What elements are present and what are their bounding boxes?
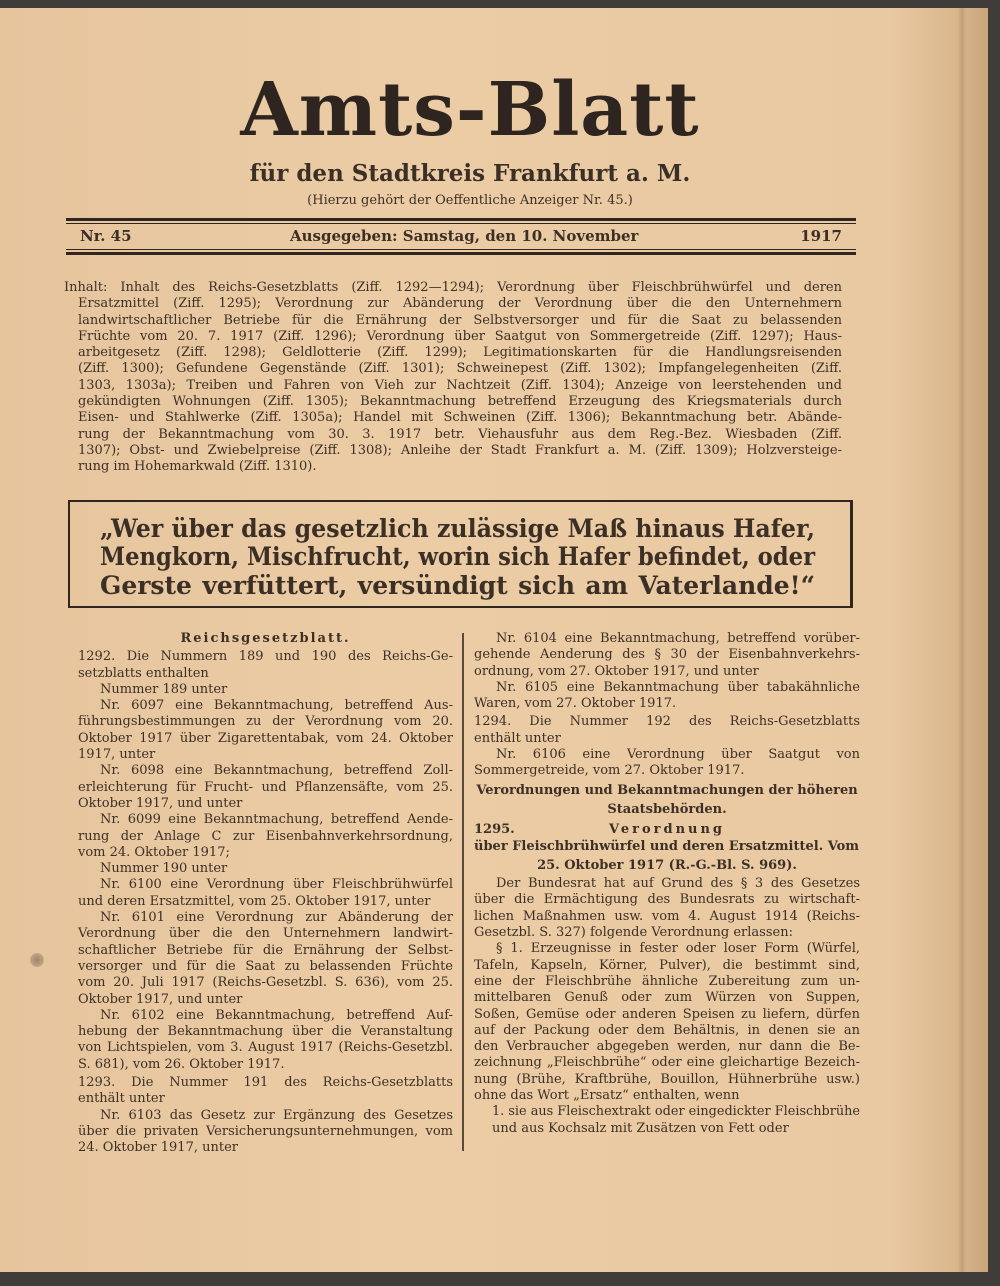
text-line: führungsbestimmungen zu der Verordnung vom 20. [78,714,453,730]
masthead-rule-top-thin [66,223,856,224]
text-line: über Fleischbrühwürfel und deren Ersatzmittel. Vom [474,838,860,854]
text-line: gehende Aenderung des § 30 der Eisenbahnverkehrs- [474,647,860,663]
column-divider [462,633,464,1151]
text-line: Tafeln, Kapseln, Körner, Pulver), die bestimmt sind, [474,957,860,973]
section-title: Verordnung [608,822,726,838]
text-line: hebung der Bekanntmachung über die Veranstaltung [78,1024,453,1040]
contents-line: gekündigten Wohnungen (Ziff. 1305); Bekanntmachung betreffend Erzeugung des Kriegsmaterials durch [78,394,842,410]
text-line: schaftlicher Betriebe für die Ernährung der Selbst- [78,942,453,958]
text-line: Oktober 1917, und unter [78,991,243,1007]
document-page [0,8,988,1272]
section-heading: Reichsgesetzblatt. [180,631,351,646]
text-line: versorger und für die Saat zu belassenden Früchte [78,958,453,974]
section-heading: 25. Oktober 1917 (R.-G.-Bl. S. 969). [537,857,797,873]
supplement-note: (Hierzu gehört der Oeffentliche Anzeiger Nr. 45.) [307,193,633,208]
issue-date: Ausgegeben: Samstag, den 10. November [290,227,639,245]
issue-number: Nr. 45 [80,227,132,245]
contents-line: Früchte vom 20. 7. 1917 (Ziff. 1296); Verordnung über Saatgut von Sommergetreide (Ziff. 1297); Haus- [78,328,842,344]
text-line: Verordnung über die den Unternehmern landwirt- [78,926,453,942]
contents-line: Ersatzmittel (Ziff. 1295); Verordnung zur Abänderung der Verordnung über die den Unternehmern [78,296,842,312]
masthead-rule-top [66,218,856,221]
text-line: Nr. 6105 eine Bekanntmachung über tabakähnliche [496,679,860,695]
contents-line: Inhalt: Inhalt des Reichs-Gesetzblatts (Ziff. 1292—1294); Verordnung über Fleischbrühwürfel und deren [64,280,842,295]
text-line: rung der Anlage C zur Eisenbahnverkehrsordnung, [78,828,453,844]
masthead-rule-bottom [66,252,856,255]
text-line: setzblatts enthalten [78,665,209,681]
page-fold-shadow [958,8,966,1272]
text-line: Nummer 190 unter [100,861,228,877]
text-line: zeichnung „Fleischbrühe“ oder eine gleichartige Bezeich- [474,1055,860,1071]
text-line: Nr. 6098 eine Bekanntmachung, betreffend Zoll- [100,763,453,779]
issue-year: 1917 [800,227,842,245]
section-heading: Verordnungen und Bekanntmachungen der höheren [476,782,858,798]
text-line: S. 681), vom 26. Oktober 1917. [78,1056,285,1072]
text-line: Nr. 6097 eine Bekanntmachung, betreffend Aus- [100,698,453,714]
text-line: von Lichtspielen, vom 3. August 1917 (Reichs-Gesetzbl. [78,1040,453,1056]
text-line: auf der Packung oder dem Behältnis, in denen sie an [474,1022,860,1038]
text-line: 1. sie aus Fleischextrakt oder eingedickter Fleischbrühe [492,1104,860,1120]
text-line: Nr. 6104 eine Bekanntmachung, betreffend vorüber- [496,631,860,646]
text-line: Waren, vom 27. Oktober 1917. [474,696,677,712]
newspaper-title: Amts-Blatt [240,67,700,153]
contents-line: rung der Bekanntmachung vom 30. 3. 1917 betr. Viehausfuhr aus dem Reg.-Bez. Wiesbaden (Ziff. [78,426,842,442]
section-number: 1295. [474,822,515,838]
slogan-line: Gerste verfüttert, versündigt sich am Vaterlande!“ [100,571,815,600]
text-line: vom 20. Juli 1917 (Reichs-Gesetzbl. S. 636), vom 25. [78,975,453,991]
issue-line [80,227,842,247]
contents-line: 1307); Obst- und Zwiebelpreise (Ziff. 1308); Anleihe der Stadt Frankfurt a. M. (Ziff. 1309); Holzversteige- [78,442,842,458]
text-line: und deren Ersatzmittel, vom 25. Oktober 1917, unter [78,893,431,909]
text-line: nung (Brühe, Kraftbrühe, Bouillon, Hühnerbrühe usw.) [474,1071,860,1087]
text-line: vom 24. Oktober 1917; [78,844,230,860]
slogan-box [68,500,853,608]
text-line: Nr. 6106 eine Verordnung über Saatgut von [496,747,860,763]
right-column [474,631,860,1137]
text-line: ohne das Wort „Ersatz“ enthalten, wenn [474,1088,740,1104]
text-line: Nr. 6100 eine Verordnung über Fleischbrühwürfel [100,877,453,893]
slogan-line: „Wer über das gesetzlich zulässige Maß hinaus Hafer, [100,514,816,543]
text-line: Gesetzbl. S. 327) folgende Verordnung erlassen: [474,925,793,941]
contents-line: (Ziff. 1300); Gefundene Gegenstände (Ziff. 1301); Schweinepest (Ziff. 1302); Impfangelegenheiten (Ziff. [78,361,842,377]
text-line: eine der Fleischbrühe ähnliche Zubereitung zum un- [474,973,860,989]
table-of-contents [64,280,842,476]
text-line: lichen Maßnahmen usw. vom 4. August 1914 (Reichs- [474,908,860,924]
newspaper-subtitle: für den Stadtkreis Frankfurt a. M. [249,160,691,187]
paper-stain [30,953,44,967]
text-line: 1292. Die Nummern 189 und 190 des Reichs-Ge- [78,649,453,665]
text-line: mittelbaren Genuß oder zum Würzen von Suppen, [474,990,860,1006]
text-line: ordnung, vom 27. Oktober 1917, und unter [474,663,759,679]
text-line: und aus Kochsalz mit Zusätzen von Fett oder [492,1120,789,1136]
contents-line: rung im Hohemarkwald (Ziff. 1310). [78,459,317,475]
text-line: Nummer 189 unter [100,681,228,697]
contents-line: landwirtschaftlicher Betriebe für die Ernährung der Selbstversorger und für die Saat zu belassenden [78,312,842,328]
text-line: 24. Oktober 1917, unter [78,1140,238,1156]
text-line: über die Ermächtigung des Bundesrats zu wirtschaft- [474,892,860,908]
section-heading [474,822,860,838]
text-line: Oktober 1917 über Zigarettentabak, vom 24. Oktober [78,730,453,746]
text-line: Soßen, Gemüse oder anderen Speisen zu liefern, dürfen [474,1006,860,1022]
text-line: Nr. 6099 eine Bekanntmachung, betreffend Aende- [100,812,453,828]
text-line: Sommergetreide, vom 27. Oktober 1917. [474,763,745,779]
text-line: Oktober 1917, und unter [78,795,243,811]
text-line: enthält unter [474,730,561,746]
text-line: enthält unter [78,1091,165,1107]
masthead-rule-bottom-thin [66,249,856,250]
text-line: Nr. 6101 eine Verordnung zur Abänderung der [100,910,453,926]
section-heading: Staatsbehörden. [607,801,727,817]
text-line: 1294. Die Nummer 192 des Reichs-Gesetzblatts [474,714,860,730]
text-line: erleichterung für Frucht- und Pflanzensäfte, vom 25. [78,779,453,795]
contents-line: arbeitgesetz (Ziff. 1298); Geldlotterie (Ziff. 1299); Legitimationskarten für die Handlungsreisenden [78,345,842,361]
slogan-line: Mengkorn, Mischfrucht, worin sich Hafer befindet, oder [100,542,816,571]
text-line: Nr. 6103 das Gesetz zur Ergänzung des Gesetzes [100,1107,453,1123]
contents-line: Eisen- und Stahlwerke (Ziff. 1305a); Handel mit Schweinen (Ziff. 1306); Bekanntmachung betr. Abände- [78,410,842,426]
text-line: Nr. 6102 eine Bekanntmachung, betreffend Auf- [100,1007,453,1023]
text-line: den Verbraucher abgegeben werden, nur dann die Be- [474,1039,860,1055]
left-column [78,631,453,1157]
text-line: § 1. Erzeugnisse in fester oder loser Form (Würfel, [496,941,860,957]
text-line: 1293. Die Nummer 191 des Reichs-Gesetzblatts [78,1075,453,1091]
text-line: über die privaten Versicherungsunternehmungen, vom [78,1123,453,1139]
text-line: 1917, unter [78,747,156,763]
contents-line: 1303, 1303a); Treiben und Fahren von Vieh zur Nachtzeit (Ziff. 1304); Anzeige von leerstehenden und [78,377,842,393]
text-line: Der Bundesrat hat auf Grund des § 3 des Gesetzes [496,876,860,892]
